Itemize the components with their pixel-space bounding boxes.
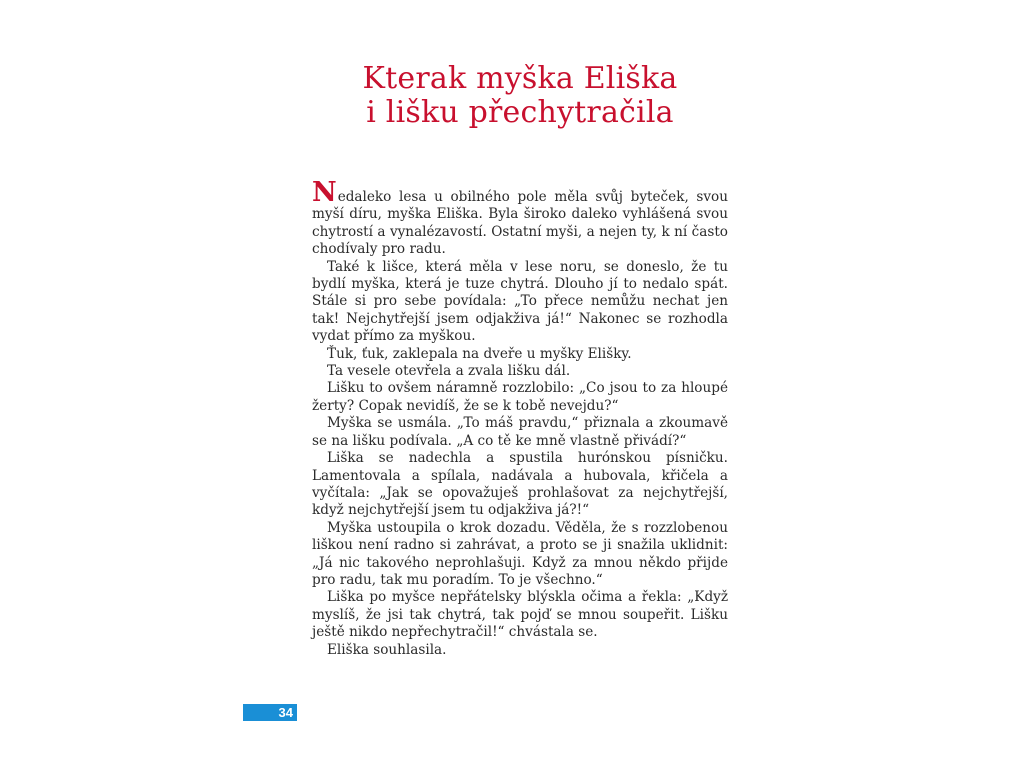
story-title-line-2: i lišku přechytračila [366,95,674,130]
story-paragraph-1 [312,177,728,259]
story-paragraph-10: Eliška souhlasila. [327,641,447,658]
story-paragraph-6: Myška se usmála. „To máš pravdu,“ přiznala a zkoumavě se na lišku podívala. „A co tě ke mně vlastně přivádí?“ [312,415,728,449]
page-number: 34 [243,704,297,721]
story-paragraph-5: Lišku to ovšem náramně rozzlobilo: „Co jsou to za hloupé žerty? Copak nevidíš, že se k tobě nevejdu?“ [312,380,728,414]
story-paragraph-1-text: edaleko lesa u obilného pole měla svůj byteček, svou myší díru, myška Eliška. Byla široko daleko vyhlášená svou chytrostí a vynalézavostí. Ostatní myši, a nejen ty, k ní často chodívaly pro radu. [312,189,728,258]
drop-cap: N [312,177,337,208]
story-paragraph-3: Ťuk, ťuk, zaklepala na dveře u myšky Elišky. [327,345,632,362]
story-paragraph-4: Ta vesele otevřela a zvala lišku dál. [327,363,571,380]
story-paragraph-8: Myška ustoupila o krok dozadu. Věděla, že s rozzlobenou liškou není radno si zahrávat, a proto se ji snažila uklidnit: „Já nic takového neprohlašuji. Když za mnou někdo přijde pro radu, tak mu poradím. To je všechno.“ [312,519,728,588]
story-title-line-1: Kterak myška Eliška [362,61,678,96]
story-paragraph-2: Také k lišce, která měla v lese noru, se doneslo, že tu bydlí myška, která je tuze chytrá. Dlouho jí to nedalo spát. Stále si pro sebe povídala: „To přece nemůžu nechat jen tak! Nejchytřejší jsem odjakživa já!“ Nakonec se rozhodla vydat přímo za myškou. [312,258,728,345]
story-body [312,177,728,659]
story-paragraph-7: Liška se nadechla a spustila hurónskou písničku. Lamentovala a spílala, nadávala a hubovala, křičela a vyčítala: „Jak se opovažuješ prohlašovat za nejchytřejší, když nejchytřejší jsem tu odjakživa já?!“ [312,450,728,519]
story-title [240,62,800,130]
story-paragraph-9: Liška po myšce nepřátelsky blýskla očima a řekla: „Když myslíš, že jsi tak chytrá, tak pojď se mnou soupeřit. Lišku ještě nikdo nepřechytračil!“ chvástala se. [312,589,728,641]
